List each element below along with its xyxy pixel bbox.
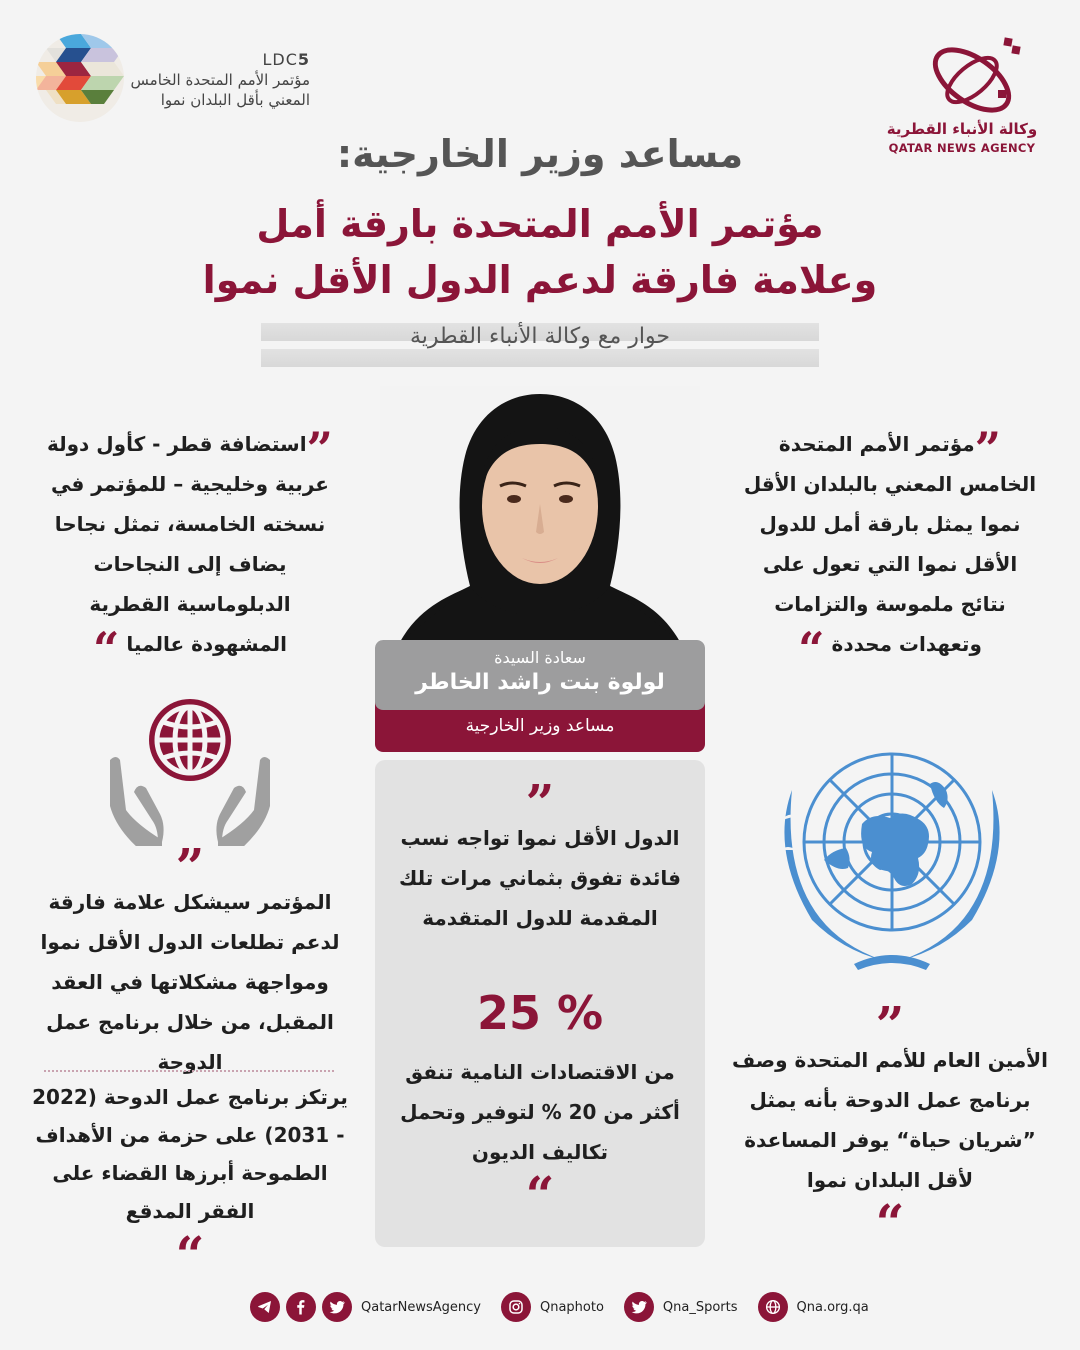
quote-text: استضافة قطر - كأول دولة عربية وخليجية – للمؤتمر في نسخته الخامسة، تمثل نجاحا يضاف إلى النجاحات الدبلوماسية القطرية المشهودة عالميا bbox=[46, 432, 329, 656]
open-quote-icon: ” bbox=[306, 422, 334, 476]
ldc5-code: LDC5 bbox=[262, 50, 310, 69]
quote-top-right bbox=[740, 422, 1040, 676]
qna-emblem-icon bbox=[920, 32, 1030, 122]
person-name: لولوة بنت راشد الخاطر bbox=[415, 670, 665, 695]
subtitle-bar-bottom bbox=[261, 349, 819, 367]
qna-logo-mark bbox=[920, 32, 1030, 122]
qna-name-english: QATAR NEWS AGENCY bbox=[888, 141, 1036, 155]
open-quote-icon: ” bbox=[175, 837, 205, 896]
ldc5-logo bbox=[36, 34, 124, 122]
ldc5-chevron-icon bbox=[36, 34, 124, 122]
headline-main bbox=[0, 196, 1080, 308]
quote-text: الأمين العام للأمم المتحدة وصف برنامج عمل الدوحة بأنه يمثل ”شريان حياة“ يوفر المساعدة لأقل البلدان نموا bbox=[731, 1048, 1048, 1192]
close-quote-icon: “ bbox=[92, 622, 120, 676]
close-quote-icon: “ bbox=[798, 622, 825, 676]
stat-card bbox=[375, 760, 705, 1247]
subtitle: حوار مع وكالة الأنباء القطرية bbox=[410, 324, 670, 349]
quote-middle-left bbox=[30, 837, 350, 1082]
telegram-icon[interactable] bbox=[250, 1292, 280, 1322]
stat-text: من الاقتصادات النامية تنفق أكثر من 20 % لتوفير وتحمل تكاليف الديون bbox=[400, 1060, 680, 1164]
website-link[interactable]: Qna.org.qa bbox=[796, 1299, 869, 1315]
ldc5-line1: مؤتمر الأمم المتحدة الخامس bbox=[130, 71, 310, 89]
twitter-icon[interactable] bbox=[624, 1292, 654, 1322]
quote-text: المؤتمر سيشكل علامة فارقة لدعم تطلعات الدول الأقل نموا ومواجهة مشكلاتها في العقد المقبل، من خلال برنامج عمل الدوحة bbox=[40, 890, 340, 1074]
twitter-handle-main[interactable]: QatarNewsAgency bbox=[361, 1299, 481, 1315]
dotted-divider bbox=[44, 1070, 334, 1072]
twitter-icon[interactable] bbox=[322, 1292, 352, 1322]
quote-text: يرتكز برنامج عمل الدوحة (2022 - 2031) على حزمة من الأهداف الطموحة أبرزها القضاء على الفقر المدقع bbox=[32, 1085, 348, 1223]
honorific: سعادة السيدة bbox=[494, 648, 586, 667]
hands-holding-globe-icon bbox=[100, 696, 280, 846]
facebook-icon[interactable] bbox=[286, 1292, 316, 1322]
quote-top-left bbox=[40, 422, 340, 676]
stat-value: 25 % bbox=[476, 986, 604, 1040]
qna-name-arabic: وكالة الأنباء القطرية bbox=[886, 120, 1038, 138]
person-role: مساعد وزير الخارجية bbox=[465, 716, 615, 736]
ldc5-line2: المعني بأقل البلدان نموا bbox=[160, 91, 310, 109]
stat-card-quote bbox=[385, 773, 695, 938]
open-quote-icon: ” bbox=[525, 773, 555, 832]
close-quote-icon: “ bbox=[525, 1165, 555, 1224]
quote-text: مؤتمر الأمم المتحدة الخامس المعني بالبلدان الأقل نموا يمثل بارقة أمل للدول الأقل نموا التي تعول على نتائج ملموسة والتزامات وتعهدات محددة bbox=[743, 432, 1037, 656]
quote-bottom-right bbox=[730, 995, 1050, 1252]
quote-text: الدول الأقل نموا تواجه نسب فائدة تفوق بثماني مرات تلك المقدمة للدول المتقدمة bbox=[398, 826, 682, 930]
globe-icon[interactable] bbox=[758, 1292, 788, 1322]
headline-speaker: مساعد وزير الخارجية: bbox=[336, 132, 744, 176]
name-card bbox=[375, 640, 705, 752]
twitter-handle-sports[interactable]: Qna_Sports bbox=[662, 1299, 738, 1315]
close-quote-icon: “ bbox=[175, 1225, 205, 1284]
stat-description bbox=[385, 1052, 695, 1224]
close-quote-icon: “ bbox=[875, 1193, 905, 1252]
headline-line-1: مؤتمر الأمم المتحدة بارقة أمل bbox=[256, 202, 824, 246]
instagram-handle[interactable]: Qnaphoto bbox=[539, 1299, 604, 1315]
open-quote-icon: ” bbox=[974, 422, 1002, 476]
open-quote-icon: ” bbox=[875, 995, 905, 1054]
person-portrait-icon bbox=[380, 386, 700, 642]
social-footer bbox=[250, 1290, 883, 1324]
ldc5-text bbox=[128, 50, 310, 110]
instagram-icon[interactable] bbox=[501, 1292, 531, 1322]
united-nations-emblem-icon bbox=[752, 750, 1032, 980]
quote-bottom-left bbox=[30, 1078, 350, 1284]
headline-line-2: وعلامة فارقة لدعم الدول الأقل نموا bbox=[202, 258, 878, 302]
portrait-photo bbox=[380, 386, 700, 642]
